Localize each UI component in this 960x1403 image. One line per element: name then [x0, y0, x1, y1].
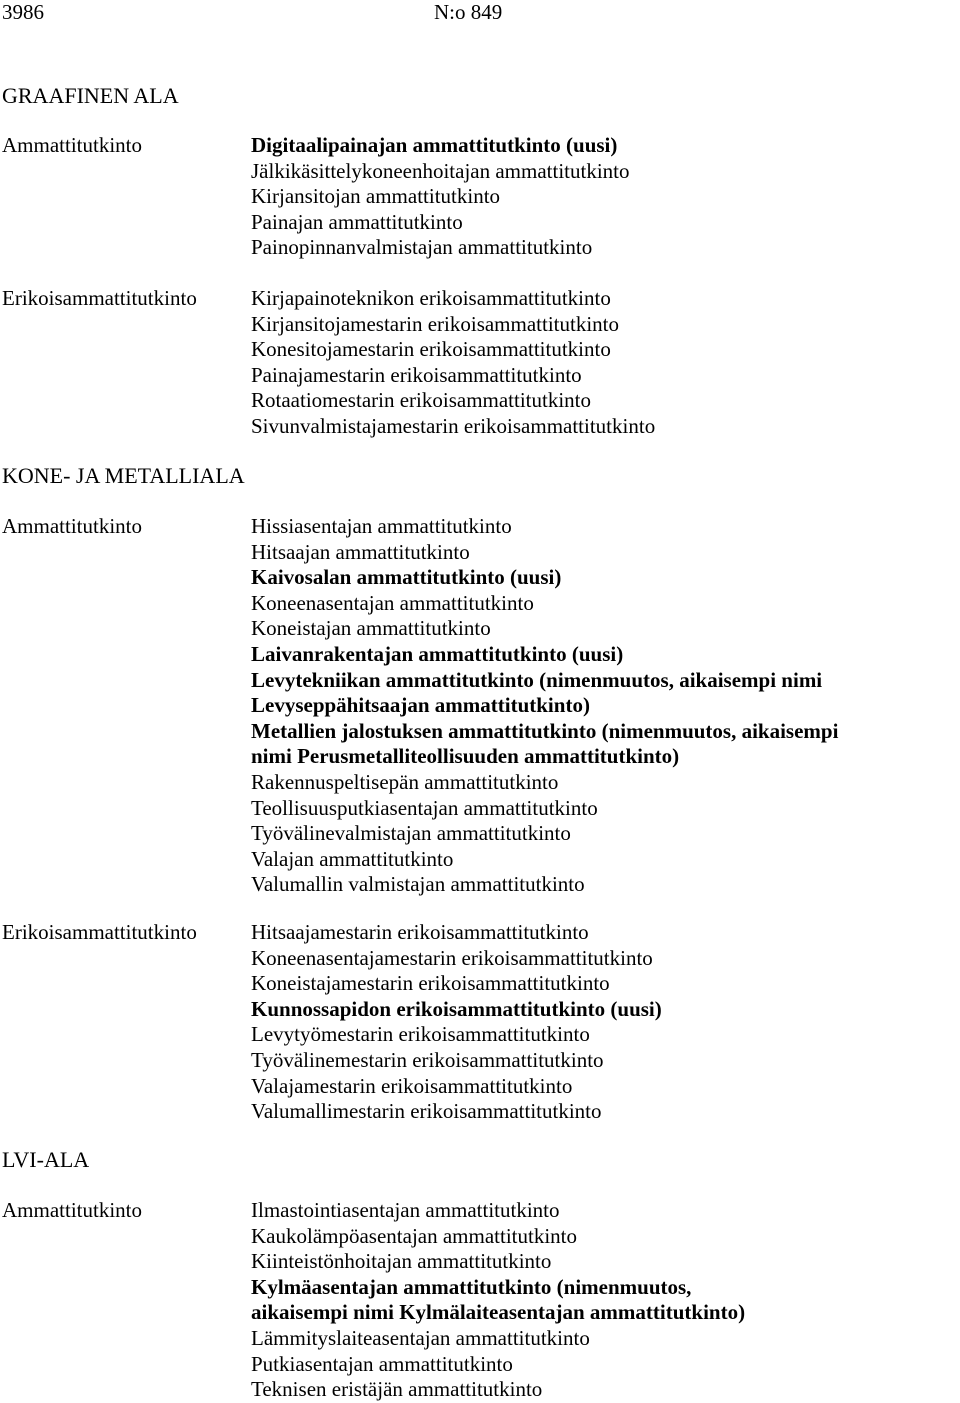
qualification-item: Rotaatiomestarin erikoisammattitutkinto	[251, 388, 592, 413]
qualification-item: Lämmityslaiteasentajan ammattitutkinto	[251, 1325, 590, 1350]
qualification-list	[251, 286, 655, 440]
qualification-item: Painajamestarin erikoisammattitutkinto	[251, 362, 582, 387]
qualification-item: Työvälinemestarin erikoisammattitutkinto	[251, 1047, 604, 1072]
qualification-item: aikaisempi nimi Kylmälaiteasentajan ammattitutkinto)	[251, 1300, 746, 1325]
qualification-item: Hissiasentajan ammattitutkinto	[251, 514, 512, 538]
section-heading-kone-ja-metalliala: KONE- JA METALLIALA	[2, 463, 245, 488]
qualification-item: Koneenasentajan ammattitutkinto	[251, 590, 534, 615]
qualification-item: Koneistajan ammattitutkinto	[251, 616, 491, 641]
qualification-list	[251, 1198, 745, 1403]
qualification-item: Kirjansitojan ammattitutkinto	[251, 184, 501, 209]
issue-number: N:o 849	[434, 0, 503, 24]
qualification-item: Ilmastointiasentajan ammattitutkinto	[251, 1198, 560, 1222]
page-number: 3986	[2, 0, 44, 24]
section-heading-graafinen-ala: GRAAFINEN ALA	[2, 83, 179, 108]
qualification-list	[251, 133, 630, 261]
qualification-item: Teknisen eristäjän ammattitutkinto	[251, 1377, 543, 1402]
qualification-item: Metallien jalostuksen ammattitutkinto (nimenmuutos, aikaisempi	[251, 718, 839, 743]
qualification-item: Teollisuusputkiasentajan ammattitutkinto	[251, 795, 598, 820]
qualification-list	[251, 920, 662, 1125]
qualification-item: Levytyömestarin erikoisammattitutkinto	[251, 1022, 590, 1047]
qualification-item: nimi Perusmetalliteollisuuden ammattitutkinto)	[251, 744, 680, 769]
qualification-item: Valajan ammattitutkinto	[251, 846, 454, 871]
qualification-item: Levytekniikan ammattitutkinto (nimenmuutos, aikaisempi nimi	[251, 667, 823, 692]
group-label-erikoisammattitutkinto: Erikoisammattitutkinto	[2, 920, 197, 944]
qualification-item: Työvälinevalmistajan ammattitutkinto	[251, 821, 571, 846]
qualification-item: Valajamestarin erikoisammattitutkinto	[251, 1073, 573, 1098]
qualification-item: Putkiasentajan ammattitutkinto	[251, 1351, 513, 1376]
group-label-ammattitutkinto: Ammattitutkinto	[2, 133, 142, 157]
group-label-erikoisammattitutkinto: Erikoisammattitutkinto	[2, 286, 197, 310]
qualification-item: Sivunvalmistajamestarin erikoisammattitutkinto	[251, 413, 656, 438]
qualification-item: Hitsaajamestarin erikoisammattitutkinto	[251, 920, 589, 944]
qualification-item: Rakennuspeltisepän ammattitutkinto	[251, 769, 559, 794]
qualification-item: Koneistajamestarin erikoisammattitutkinto	[251, 971, 610, 996]
qualification-item: Kirjapainoteknikon erikoisammattitutkinto	[251, 286, 611, 310]
qualification-item: Valumallin valmistajan ammattitutkinto	[251, 872, 585, 897]
qualification-item: Digitaalipainajan ammattitutkinto (uusi)	[251, 133, 618, 157]
qualification-item: Painopinnanvalmistajan ammattitutkinto	[251, 235, 593, 260]
qualification-item: Kaivosalan ammattitutkinto (uusi)	[251, 565, 562, 590]
qualification-item: Levyseppähitsaajan ammattitutkinto)	[251, 693, 590, 718]
qualification-item: Painajan ammattitutkinto	[251, 209, 463, 234]
qualification-item: Hitsaajan ammattitutkinto	[251, 539, 470, 564]
qualification-item: Jälkikäsittelykoneenhoitajan ammattitutkinto	[251, 158, 630, 183]
qualification-item: Kunnossapidon erikoisammattitutkinto (uusi)	[251, 996, 662, 1021]
section-heading-lvi-ala: LVI-ALA	[2, 1147, 90, 1172]
qualification-item: Koneenasentajamestarin erikoisammattitutkinto	[251, 945, 653, 970]
qualification-item: Kirjansitojamestarin erikoisammattitutkinto	[251, 311, 620, 336]
qualification-list	[251, 514, 959, 898]
qualification-item: Kiinteistönhoitajan ammattitutkinto	[251, 1249, 552, 1274]
qualification-item: Kaukolämpöasentajan ammattitutkinto	[251, 1223, 578, 1248]
group-label-ammattitutkinto: Ammattitutkinto	[2, 514, 142, 538]
qualification-item: Laivanrakentajan ammattitutkinto (uusi)	[251, 641, 624, 666]
qualification-item: Konesitojamestarin erikoisammattitutkinto	[251, 337, 611, 362]
qualification-item: Kylmäasentajan ammattitutkinto (nimenmuutos,	[251, 1274, 692, 1299]
group-label-ammattitutkinto: Ammattitutkinto	[2, 1198, 142, 1222]
qualification-item: Valumallimestarin erikoisammattitutkinto	[251, 1099, 602, 1124]
